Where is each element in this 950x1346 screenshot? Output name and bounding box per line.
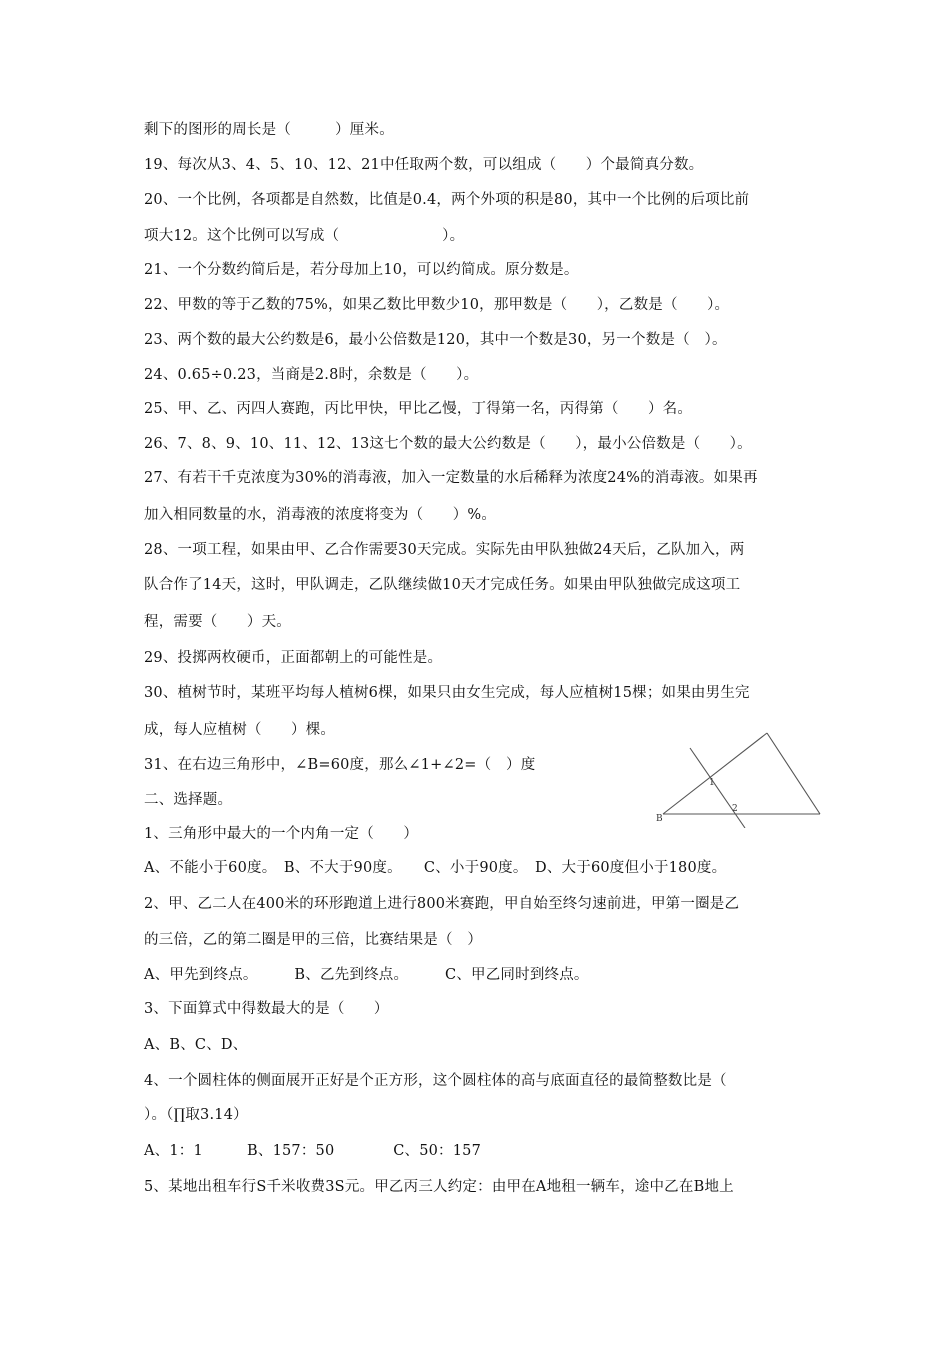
text-line: 的三倍，乙的第二圈是甲的三倍，比赛结果是（ ）: [144, 932, 483, 948]
text-line: A、1：1 B、157：50 C、50：157: [144, 1143, 482, 1159]
label-B: B: [656, 814, 663, 824]
text-line: 4、一个圆柱体的侧面展开正好是个正方形，这个圆柱体的高与底面直径的最简整数比是（: [144, 1073, 727, 1089]
text-line: 23、两个数的最大公约数是6，最小公倍数是120，其中一个数是30，另一个数是（ ）。: [144, 332, 727, 348]
text-line: 30、植树节时，某班平均每人植树6棵，如果只由女生完成，每人应植树15棵；如果由男生完: [144, 685, 750, 701]
text-line: 29、投掷两枚硬币，正面都朝上的可能性是。: [144, 650, 443, 666]
text-line: 27、有若干千克浓度为30%的消毒液，加入一定数量的水后稀释为浓度24%的消毒液。如果再: [144, 470, 758, 486]
text-line: 31、在右边三角形中，∠B=60度，那么∠1+∠2=（ ）度: [144, 757, 536, 773]
text-line: 26、7、8、9、10、11、12、13这七个数的最大公约数是（ ），最小公倍数是（ ）。: [144, 436, 752, 452]
text-line: 1、三角形中最大的一个内角一定（ ）: [144, 826, 419, 842]
text-line: 队合作了14天，这时，甲队调走，乙队继续做10天才完成任务。如果由甲队独做完成这项工: [144, 577, 741, 593]
text-line: A、甲先到终点。 B、乙先到终点。 C、甲乙同时到终点。: [144, 967, 589, 983]
text-line: A、不能小于60度。 B、不大于90度。 C、小于90度。 D、大于60度但小于180度。: [144, 860, 727, 876]
text-line: 21、一个分数约简后是，若分母加上10，可以约简成。原分数是。: [144, 262, 579, 278]
text-line: 加入相同数量的水，消毒液的浓度将变为（ ）%。: [144, 507, 497, 523]
text-line: 25、甲、乙、丙四人赛跑，丙比甲快，甲比乙慢，丁得第一名，丙得第（ ）名。: [144, 401, 693, 417]
transversal-line: [690, 748, 745, 828]
text-line: 22、甲数的等于乙数的75%，如果乙数比甲数少10，那甲数是（ ），乙数是（ ）。: [144, 297, 730, 313]
text-line: 成，每人应植树（ ）棵。: [144, 722, 336, 738]
text-line: 3、下面算式中得数最大的是（ ）: [144, 1001, 389, 1017]
text-line: ）。（∏取3.14）: [144, 1107, 248, 1123]
text-line: 19、每次从3、4、5、10、12、21中任取两个数，可以组成（ ）个最简真分数。: [144, 157, 704, 173]
label-angle-1: 1: [709, 778, 715, 788]
text-line: 24、0.65÷0.23，当商是2.8时，余数是（ ）。: [144, 367, 479, 383]
triangle-right-side: [767, 733, 820, 814]
label-angle-2: 2: [732, 804, 738, 814]
text-line: 项大12。这个比例可以写成（ ）。: [144, 228, 465, 244]
text-line: 剩下的图形的周长是（ ）厘米。: [144, 122, 394, 138]
text-line: 2、甲、乙二人在400米的环形跑道上进行800米赛跑，甲自始至终匀速前进，甲第一圈是乙: [144, 896, 740, 912]
text-line: 二、选择题。: [144, 792, 233, 808]
text-line: 5、某地出租车行S千米收费3S元。甲乙丙三人约定：由甲在A地租一辆车，途中乙在B地上: [144, 1179, 734, 1195]
triangle-figure: [650, 728, 830, 828]
triangle-left-side: [663, 733, 767, 814]
text-line: 28、一项工程，如果由甲、乙合作需要30天完成。实际先由甲队独做24天后，乙队加入，两: [144, 542, 745, 558]
text-line: 20、一个比例，各项都是自然数，比值是0.4，两个外项的积是80，其中一个比例的后项比前: [144, 192, 750, 208]
text-line: A、B、C、D、: [144, 1037, 248, 1053]
text-line: 程，需要（ ）天。: [144, 614, 291, 630]
